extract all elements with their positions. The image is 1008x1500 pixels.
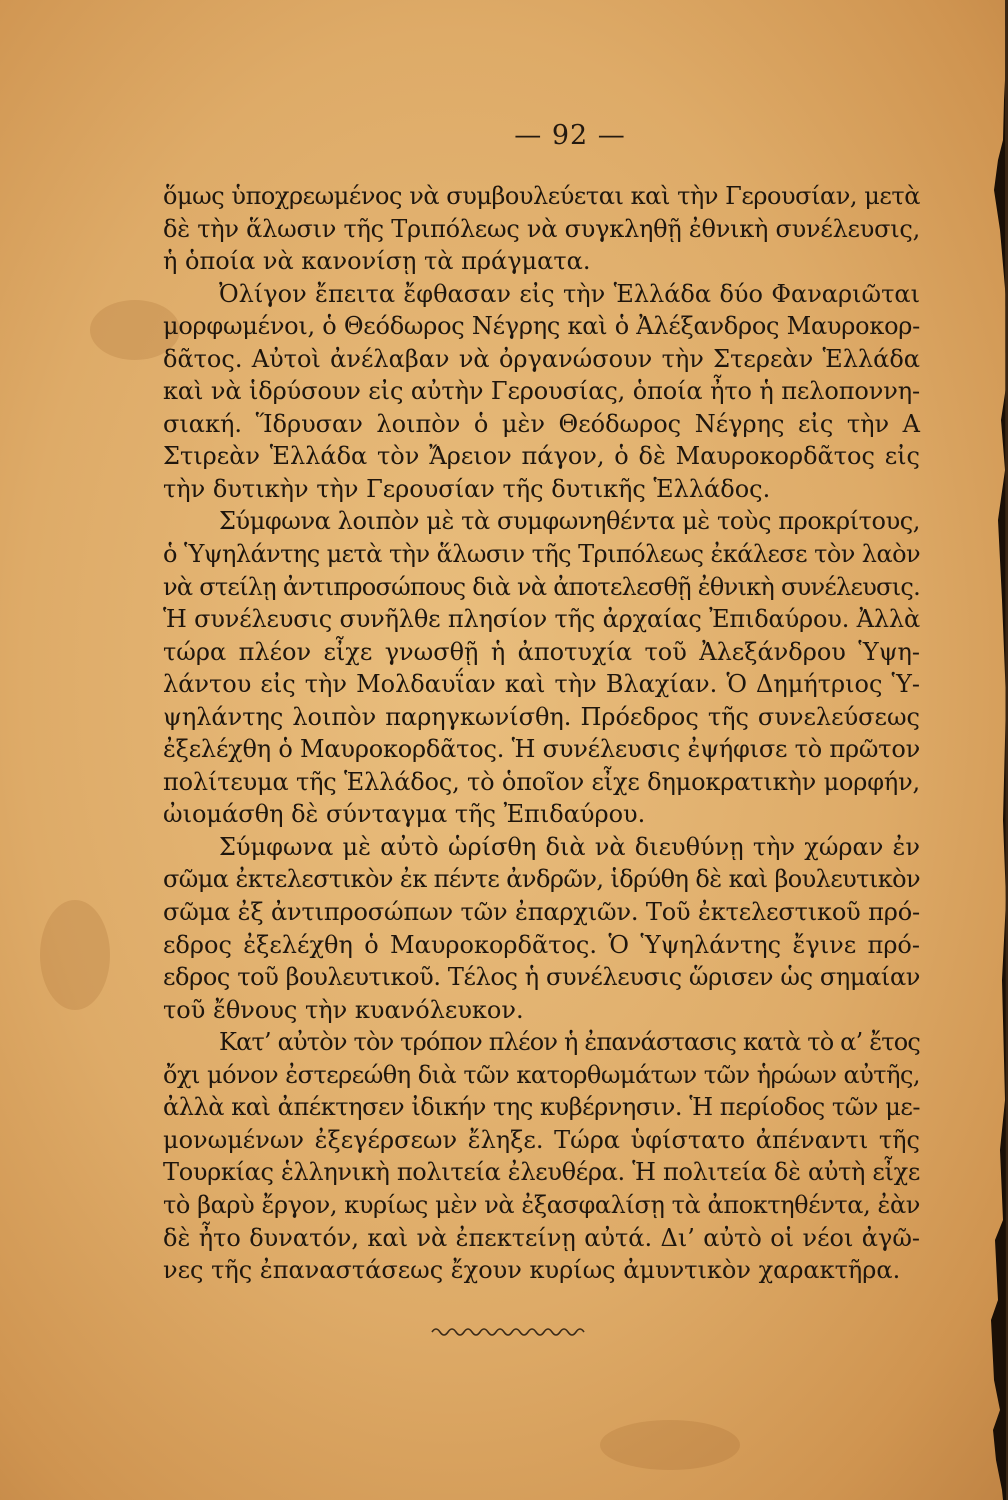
text-line: τώρα πλέον εἶχε γνωσθῇ ἡ ἀποτυχία τοῦ Ἀλεξάνδρου Ὑψη- bbox=[163, 637, 920, 666]
text-line: ὄχι μόνον ἐστερεώθη διὰ τῶν κατορθωμάτων τῶν ἡρώων αὐτῆς, bbox=[163, 1060, 920, 1089]
text-line: εδρος ἐξελέχθη ὁ Μαυροκορδᾶτος. Ὁ Ὑψηλάντης ἔγινε πρό- bbox=[163, 930, 920, 959]
body-text bbox=[163, 180, 920, 1287]
text-line: Στιρεὰν Ἑλλάδα τὸν Ἄρειον πάγον, ὁ δὲ Μαυροκορδᾶτος εἰς bbox=[163, 442, 920, 471]
text-line: καὶ νὰ ἱδρύσουν εἰς αὐτὴν Γερουσίας, ὁποία ἦτο ἡ πελοποννη- bbox=[163, 377, 920, 406]
wavy-divider-ornament bbox=[430, 1323, 590, 1341]
torn-edge-decoration bbox=[982, 0, 1008, 1500]
page-number: — 92 — bbox=[514, 120, 626, 151]
text-line: ὠιομάσθη δὲ σύνταγμα τῆς Ἐπιδαύρου. bbox=[163, 800, 646, 829]
text-line: σῶμα ἐξ ἀντιπροσώπων τῶν ἐπαρχιῶν. Τοῦ ἐκτελεστικοῦ πρό- bbox=[163, 898, 920, 927]
text-line: τὸ βαρὺ ἔργον, κυρίως μὲν νὰ ἐξασφαλίσῃ τὰ ἀποκτηθέντα, ἐὰν bbox=[163, 1190, 920, 1219]
text-line: ψηλάντης λοιπὸν παρηγκωνίσθη. Πρόεδρος τῆς συνελεύσεως bbox=[163, 702, 920, 731]
paper-stain bbox=[600, 1420, 740, 1470]
text-line: ἀλλὰ καὶ ἀπέκτησεν ἰδικήν της κυβέρνησιν. Ἡ περίοδος τῶν με- bbox=[163, 1093, 920, 1122]
text-line: Σύμφωνα λοιπὸν μὲ τὰ συμφωνηθέντα μὲ τοὺς προκρίτους, bbox=[219, 507, 920, 536]
paper-stain bbox=[40, 900, 110, 1010]
text-line: εδρος τοῦ βουλευτικοῦ. Τέλος ἡ συνέλευσις ὥρισεν ὡς σημαίαν bbox=[163, 963, 920, 992]
text-line: ἐξελέχθη ὁ Μαυροκορδᾶτος. Ἡ συνέλευσις ἐψήφισε τὸ πρῶτον bbox=[163, 735, 920, 764]
text-line: τοῦ ἔθνους τὴν κυανόλευκον. bbox=[163, 995, 524, 1024]
text-line: πολίτευμα τῆς Ἑλλάδος, τὸ ὁποῖον εἶχε δημοκρατικὴν μορφήν, bbox=[163, 767, 921, 796]
text-line: ὅμως ὑποχρεωμένος νὰ συμβουλεύεται καὶ τὴν Γερουσίαν, μετὰ bbox=[163, 182, 920, 210]
text-line: Ἡ συνέλευσις συνῆλθε πλησίον τῆς ἀρχαίας Ἐπιδαύρου. Ἀλλὰ bbox=[163, 605, 920, 634]
text-line: μορφωμένοι, ὁ Θεόδωρος Νέγρης καὶ ὁ Ἀλέξανδρος Μαυροκορ- bbox=[163, 312, 920, 341]
text-line: νὰ στείλῃ ἀντιπροσώπους διὰ νὰ ἀποτελεσθῇ ἐθνικὴ συνέλευσις. bbox=[163, 572, 920, 601]
text-line: μονωμένων ἐξεγέρσεων ἔληξε. Τώρα ὑφίστατο ἀπέναντι τῆς bbox=[163, 1125, 920, 1154]
text-line: Τουρκίας ἑλληνικὴ πολιτεία ἐλευθέρα. Ἡ πολιτεία δὲ αὐτὴ εἶχε bbox=[163, 1158, 920, 1187]
text-line: Ὀλίγον ἔπειτα ἔφθασαν εἰς τὴν Ἑλλάδα δύο Φαναριῶται bbox=[219, 279, 920, 308]
text-line: Κατ’ αὐτὸν τὸν τρόπον πλέον ἡ ἐπανάστασις κατὰ τὸ α’ ἔτος bbox=[219, 1028, 920, 1057]
text-line: δὲ τὴν ἅλωσιν τῆς Τριπόλεως νὰ συγκληθῇ ἐθνικὴ συνέλευσις, bbox=[163, 214, 921, 243]
text-line: δᾶτος. Αὐτοὶ ἀνέλαβαν νὰ ὀργανώσουν τὴν Στερεὰν Ἑλλάδα bbox=[163, 344, 920, 373]
text-line: τὴν δυτικὴν τὴν Γερουσίαν τῆς δυτικῆς Ἑλλάδος. bbox=[163, 474, 771, 503]
text-line: ἡ ὁποία νὰ κανονίσῃ τὰ πράγματα. bbox=[163, 247, 591, 276]
text-line: δὲ ἦτο δυνατόν, καὶ νὰ ἐπεκτείνῃ αὐτά. Δι’ αὐτὸ οἱ νέοι ἀγῶ- bbox=[163, 1223, 920, 1252]
text-line: Σύμφωνα μὲ αὐτὸ ὡρίσθη διὰ νὰ διευθύνῃ τὴν χώραν ἐν bbox=[219, 832, 920, 861]
text-line: ὁ Ὑψηλάντης μετὰ τὴν ἅλωσιν τῆς Τριπόλεως ἐκάλεσε τὸν λαὸν bbox=[163, 540, 920, 569]
text-line: νες τῆς ἐπαναστάσεως ἔχουν κυρίως ἀμυντικὸν χαρακτῆρα. bbox=[163, 1256, 901, 1285]
text-line: σῶμα ἐκτελεστικὸν ἐκ πέντε ἀνδρῶν, ἱδρύθη δὲ καὶ βουλευτικὸν bbox=[163, 865, 920, 894]
text-line: λάντου εἰς τὴν Μολδαυΐαν καὶ τὴν Βλαχίαν. Ὁ Δημήτριος Ὑ- bbox=[163, 670, 920, 699]
text-line: σιακή. Ἵδρυσαν λοιπὸν ὁ μὲν Θεόδωρος Νέγρης εἰς τὴν Α bbox=[163, 409, 920, 438]
